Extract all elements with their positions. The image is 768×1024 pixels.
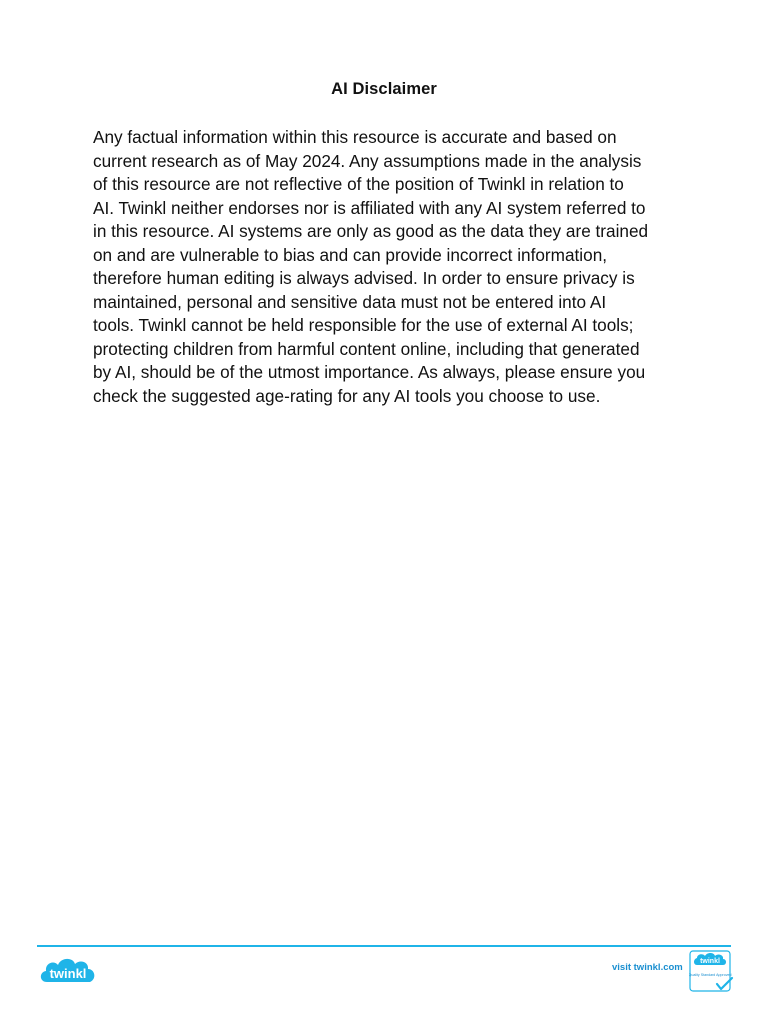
body-line: protecting children from harmful content online, including that generated: [93, 338, 640, 359]
badge-text: Quality Standard Approved: [689, 973, 732, 977]
body-line: therefore human editing is always advised. In order to ensure privacy is: [93, 268, 635, 288]
badge-logo-text: twinkl: [700, 958, 720, 965]
body-line: Any factual information within this resource is accurate and based on: [93, 127, 617, 147]
visit-link[interactable]: visit twinkl.com: [612, 962, 683, 973]
body-line: in this resource. AI systems are only as good as the data they are trained: [93, 221, 649, 241]
footer-divider: [37, 945, 731, 947]
body-line: check the suggested age-rating for any AI tools you choose to use.: [93, 385, 601, 406]
body-line: on and are vulnerable to bias and can provide incorrect information,: [93, 244, 608, 265]
body-line: AI. Twinkl neither endorses nor is affiliated with any AI system referred to: [93, 197, 646, 218]
twinkl-logo-icon[interactable]: [37, 952, 99, 990]
body-line: tools. Twinkl cannot be held responsible for the use of external AI tools;: [93, 315, 634, 335]
body-line: by AI, should be of the utmost importance. As always, please ensure you: [93, 362, 646, 382]
logo-text: twinkl: [49, 966, 87, 981]
body-line: of this resource are not reflective of the position of Twinkl in relation to: [93, 174, 624, 194]
document-title: AI Disclaimer: [331, 80, 437, 98]
disclaimer-body: [93, 126, 693, 408]
quality-standard-badge-icon: [689, 950, 735, 993]
body-line: maintained, personal and sensitive data must not be entered into AI: [93, 291, 607, 312]
body-line: current research as of May 2024. Any assumptions made in the analysis: [93, 150, 642, 171]
